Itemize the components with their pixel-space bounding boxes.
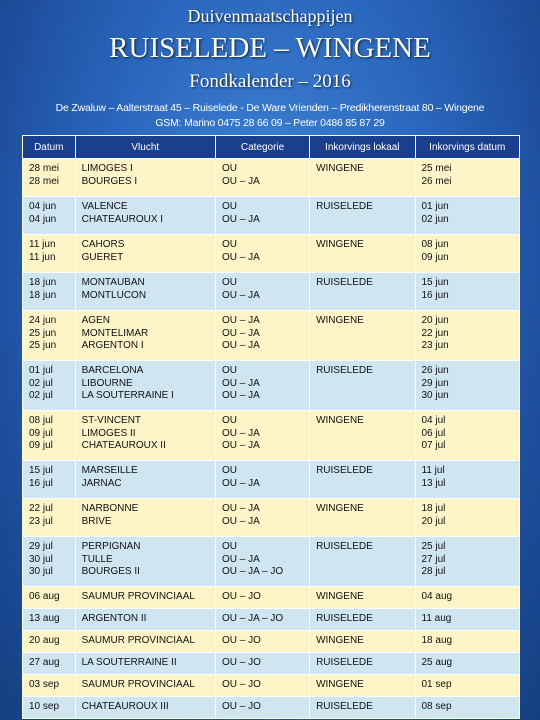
cell-vlucht-line: LIMOGES I <box>81 163 133 174</box>
cell-datum <box>23 609 76 631</box>
cell-inkorvings-datum-line: 11 aug <box>421 613 452 625</box>
cell-categorie <box>215 361 309 411</box>
cell-vlucht-line: CHATEAUROUX III <box>81 701 169 713</box>
cell-vlucht-line: SAUMUR PROVINCIAAL <box>81 679 195 691</box>
cell-inkorvings-datum-line: 07 jul <box>421 440 446 451</box>
cell-inkorvings-lokaal: WINGENE <box>310 675 415 697</box>
cell-vlucht-line: LA SOUTERRAINE II <box>81 657 177 669</box>
cell-inkorvings-datum-line: 06 jul <box>421 427 446 439</box>
cell-inkorvings-datum-line: 23 jun <box>421 340 449 351</box>
cell-categorie-line: OU – JA <box>221 327 260 339</box>
cell-inkorvings-datum <box>415 361 520 411</box>
column-header-categorie: Categorie <box>215 136 309 159</box>
table-row <box>23 197 520 235</box>
cell-datum-line: 11 jun <box>29 251 56 263</box>
cell-vlucht-line: MONTAUBAN <box>81 277 145 288</box>
cell-categorie <box>215 697 309 719</box>
page-title: RUISELEDE – WINGENE <box>109 32 431 64</box>
cell-vlucht-line: BOURGES I <box>81 175 138 187</box>
cell-datum-line: 22 jul <box>29 503 53 514</box>
cell-inkorvings-datum <box>415 197 520 235</box>
cell-categorie-line: OU – JO <box>221 591 261 603</box>
cell-inkorvings-datum-line: 02 jun <box>421 213 449 225</box>
cell-vlucht <box>75 159 215 197</box>
table-row <box>23 675 520 697</box>
cell-categorie-line: OU – JO <box>221 679 261 691</box>
cell-categorie-line: OU – JA <box>221 440 260 451</box>
cell-inkorvings-datum-line: 15 jun <box>421 277 449 288</box>
cell-vlucht <box>75 631 215 653</box>
cell-categorie-line: OU <box>221 201 237 212</box>
cell-datum <box>23 197 76 235</box>
cell-inkorvings-lokaal: RUISELEDE <box>310 609 415 631</box>
cell-inkorvings-lokaal: RUISELEDE <box>310 697 415 719</box>
cell-inkorvings-datum <box>415 311 520 361</box>
cell-vlucht-line: AGEN <box>81 315 110 326</box>
cell-vlucht-line: MONTLUCON <box>81 289 147 301</box>
gsm-line: GSM: Marino 0475 28 66 09 – Peter 0486 85 87 29 <box>155 117 385 129</box>
cell-inkorvings-datum <box>415 537 520 587</box>
cell-categorie-line: OU <box>221 239 237 250</box>
cell-inkorvings-lokaal: WINGENE <box>310 587 415 609</box>
cell-datum <box>23 235 76 273</box>
cell-vlucht-line: JARNAC <box>81 477 122 489</box>
table-row <box>23 537 520 587</box>
cell-inkorvings-datum-line: 25 mei <box>421 163 452 174</box>
cell-vlucht-line: NARBONNE <box>81 503 139 514</box>
cell-vlucht-line: LA SOUTERRAINE I <box>81 390 174 401</box>
cell-datum-line: 27 aug <box>29 657 60 669</box>
cell-inkorvings-datum-line: 30 jun <box>421 390 449 401</box>
cell-inkorvings-datum-line: 04 aug <box>421 591 453 603</box>
cell-datum-line: 28 mei <box>29 175 60 187</box>
cell-inkorvings-datum <box>415 697 520 719</box>
cell-datum-line: 13 aug <box>29 613 60 625</box>
cell-inkorvings-datum-line: 28 jul <box>421 566 446 577</box>
cell-datum-line: 20 aug <box>29 635 60 647</box>
cell-inkorvings-datum-line: 25 aug <box>421 657 453 669</box>
table-row <box>23 499 520 537</box>
page-subtitle: Fondkalender – 2016 <box>189 71 351 92</box>
cell-datum-line: 02 jul <box>29 390 53 401</box>
flight-calendar-table <box>22 135 520 719</box>
cell-categorie <box>215 653 309 675</box>
cell-vlucht <box>75 273 215 311</box>
cell-vlucht-line: ARGENTON I <box>81 340 144 351</box>
cell-categorie-line: OU – JA <box>221 390 260 401</box>
cell-inkorvings-datum <box>415 609 520 631</box>
cell-inkorvings-datum-line: 18 jul <box>421 503 446 514</box>
cell-datum-line: 11 jun <box>29 239 56 250</box>
cell-vlucht-line: VALENCE <box>81 201 128 212</box>
cell-inkorvings-datum-line: 09 jun <box>421 251 449 263</box>
cell-vlucht-line: ARGENTON II <box>81 613 147 625</box>
cell-categorie-line: OU <box>221 415 237 426</box>
cell-datum-line: 29 jul <box>29 541 53 552</box>
table-row <box>23 609 520 631</box>
cell-datum-line: 04 jun <box>29 213 57 225</box>
cell-categorie-line: OU – JO <box>221 635 261 647</box>
cell-categorie-line: OU – JO <box>221 701 261 713</box>
header-row <box>23 136 520 159</box>
cell-categorie-line: OU <box>221 277 237 288</box>
cell-vlucht <box>75 361 215 411</box>
cell-categorie-line: OU – JA – JO <box>221 613 284 625</box>
cell-datum-line: 25 jun <box>29 340 57 351</box>
cell-vlucht-line: MONTELIMAR <box>81 327 149 339</box>
cell-categorie <box>215 273 309 311</box>
cell-categorie-line: OU – JA <box>221 340 260 351</box>
cell-vlucht <box>75 675 215 697</box>
cell-categorie-line: OU – JA <box>221 477 260 489</box>
cell-inkorvings-datum-line: 29 jun <box>421 377 449 389</box>
cell-categorie <box>215 311 309 361</box>
cell-vlucht-line: BARCELONA <box>81 365 144 376</box>
column-header-datum: Datum <box>23 136 76 159</box>
cell-categorie <box>215 499 309 537</box>
cell-vlucht <box>75 197 215 235</box>
cell-inkorvings-datum-line: 01 jun <box>421 201 449 212</box>
cell-vlucht-line: LIBOURNE <box>81 377 133 389</box>
cell-categorie <box>215 411 309 461</box>
cell-vlucht-line: CHATEAUROUX I <box>81 213 164 225</box>
cell-categorie-line: OU <box>221 365 237 376</box>
cell-vlucht <box>75 499 215 537</box>
cell-categorie-line: OU – JA <box>221 213 260 225</box>
cell-vlucht-line: LIMOGES II <box>81 427 136 439</box>
cell-inkorvings-datum-line: 11 jul <box>421 465 445 476</box>
cell-inkorvings-datum-line: 27 jul <box>421 553 446 565</box>
cell-categorie-line: OU <box>221 541 237 552</box>
cell-inkorvings-datum <box>415 235 520 273</box>
cell-datum-line: 04 jun <box>29 201 57 212</box>
cell-inkorvings-datum <box>415 499 520 537</box>
cell-inkorvings-lokaal: WINGENE <box>310 159 415 197</box>
cell-vlucht-line: GUERET <box>81 251 124 263</box>
cell-inkorvings-lokaal: WINGENE <box>310 411 415 461</box>
cell-datum-line: 15 jul <box>29 465 53 476</box>
cell-inkorvings-datum <box>415 631 520 653</box>
cell-inkorvings-lokaal: WINGENE <box>310 235 415 273</box>
table-row <box>23 411 520 461</box>
cell-datum <box>23 499 76 537</box>
cell-inkorvings-datum-line: 08 jun <box>421 239 449 250</box>
cell-inkorvings-lokaal: RUISELEDE <box>310 461 415 499</box>
cell-categorie <box>215 159 309 197</box>
cell-datum-line: 30 jul <box>29 566 53 577</box>
cell-inkorvings-lokaal: RUISELEDE <box>310 537 415 587</box>
cell-vlucht-line: SAUMUR PROVINCIAAL <box>81 635 195 647</box>
cell-categorie <box>215 197 309 235</box>
cell-vlucht <box>75 653 215 675</box>
cell-inkorvings-datum-line: 20 jul <box>421 515 446 527</box>
cell-vlucht <box>75 587 215 609</box>
column-header-inkorvings-lokaal: Inkorvings lokaal <box>310 136 415 159</box>
cell-categorie <box>215 587 309 609</box>
table-row <box>23 631 520 653</box>
cell-categorie-line: OU – JA <box>221 175 260 187</box>
cell-datum <box>23 653 76 675</box>
cell-inkorvings-datum-line: 26 mei <box>421 175 452 187</box>
cell-categorie <box>215 631 309 653</box>
cell-datum <box>23 273 76 311</box>
cell-vlucht-line: CAHORS <box>81 239 125 250</box>
cell-categorie <box>215 235 309 273</box>
cell-datum <box>23 461 76 499</box>
cell-inkorvings-datum <box>415 159 520 197</box>
cell-inkorvings-datum-line: 04 jul <box>421 415 446 426</box>
column-header-inkorvings-datum: Inkorvings datum <box>415 136 520 159</box>
table-row <box>23 273 520 311</box>
cell-vlucht <box>75 697 215 719</box>
cell-categorie-line: OU – JA <box>221 377 260 389</box>
cell-vlucht-line: ST-VINCENT <box>81 415 142 426</box>
cell-datum <box>23 675 76 697</box>
cell-datum-line: 03 sep <box>29 679 60 691</box>
table-row <box>23 587 520 609</box>
cell-vlucht <box>75 609 215 631</box>
cell-vlucht <box>75 235 215 273</box>
table-body <box>23 159 520 719</box>
cell-inkorvings-datum-line: 01 sep <box>421 679 452 691</box>
cell-inkorvings-datum-line: 20 jun <box>421 315 449 326</box>
cell-categorie-line: OU – JA <box>221 515 260 527</box>
cell-vlucht-line: BRIVE <box>81 515 112 527</box>
cell-vlucht-line: CHATEAUROUX II <box>81 440 166 451</box>
cell-vlucht-line: SAUMUR PROVINCIAAL <box>81 591 195 603</box>
cell-categorie <box>215 537 309 587</box>
table-row <box>23 311 520 361</box>
table-row <box>23 653 520 675</box>
table-header <box>23 136 520 159</box>
cell-inkorvings-datum <box>415 675 520 697</box>
cell-datum-line: 09 jul <box>29 427 53 439</box>
cell-datum <box>23 537 76 587</box>
cell-categorie <box>215 675 309 697</box>
cell-inkorvings-datum <box>415 587 520 609</box>
cell-datum <box>23 159 76 197</box>
cell-datum <box>23 697 76 719</box>
cell-categorie-line: OU – JA <box>221 251 260 263</box>
cell-inkorvings-datum-line: 16 jun <box>421 289 449 301</box>
cell-datum-line: 23 jul <box>29 515 53 527</box>
cell-categorie-line: OU – JO <box>221 657 261 669</box>
cell-categorie <box>215 609 309 631</box>
cell-datum-line: 25 jun <box>29 327 57 339</box>
cell-categorie-line: OU <box>221 163 237 174</box>
cell-inkorvings-datum <box>415 653 520 675</box>
cell-vlucht <box>75 411 215 461</box>
table-row <box>23 159 520 197</box>
table-row <box>23 461 520 499</box>
cell-inkorvings-datum <box>415 461 520 499</box>
club-heading: Duivenmaatschappijen <box>187 6 353 26</box>
cell-inkorvings-lokaal: WINGENE <box>310 499 415 537</box>
cell-datum-line: 08 jul <box>29 415 53 426</box>
cell-categorie-line: OU – JA <box>221 315 260 326</box>
cell-datum-line: 18 jun <box>29 289 57 301</box>
address-line: De Zwaluw – Aalterstraat 45 – Ruiselede - De Ware Vrienden – Predikherenstraat 80 – Wingene <box>55 102 485 114</box>
cell-datum-line: 06 aug <box>29 591 60 603</box>
cell-inkorvings-lokaal: WINGENE <box>310 311 415 361</box>
cell-inkorvings-datum-line: 18 aug <box>421 635 453 647</box>
table-row <box>23 235 520 273</box>
cell-categorie-line: OU <box>221 465 237 476</box>
column-header-vlucht: Vlucht <box>75 136 215 159</box>
cell-vlucht-line: TULLE <box>81 553 113 565</box>
cell-vlucht <box>75 311 215 361</box>
cell-vlucht-line: MARSEILLE <box>81 465 138 476</box>
cell-inkorvings-lokaal: WINGENE <box>310 631 415 653</box>
cell-datum <box>23 631 76 653</box>
cell-datum-line: 01 jul <box>29 365 53 376</box>
cell-inkorvings-lokaal: RUISELEDE <box>310 653 415 675</box>
cell-categorie-line: OU – JA – JO <box>221 566 284 577</box>
cell-inkorvings-datum-line: 08 sep <box>421 701 452 713</box>
cell-datum-line: 09 jul <box>29 440 53 451</box>
cell-inkorvings-lokaal: RUISELEDE <box>310 273 415 311</box>
cell-categorie-line: OU – JA <box>221 427 260 439</box>
cell-inkorvings-datum <box>415 273 520 311</box>
cell-datum <box>23 361 76 411</box>
table-row <box>23 361 520 411</box>
cell-categorie-line: OU – JA <box>221 289 260 301</box>
cell-inkorvings-lokaal: RUISELEDE <box>310 361 415 411</box>
cell-inkorvings-datum-line: 13 jul <box>421 477 446 489</box>
cell-inkorvings-datum-line: 25 jul <box>421 541 446 552</box>
cell-categorie-line: OU – JA <box>221 503 260 514</box>
cell-categorie-line: OU – JA <box>221 553 260 565</box>
cell-datum <box>23 587 76 609</box>
cell-datum <box>23 311 76 361</box>
cell-vlucht-line: PERPIGNAN <box>81 541 141 552</box>
cell-vlucht <box>75 461 215 499</box>
cell-datum-line: 16 jul <box>29 477 53 489</box>
cell-inkorvings-datum-line: 26 jun <box>421 365 449 376</box>
cell-datum-line: 02 jul <box>29 377 53 389</box>
table-row <box>23 697 520 719</box>
cell-datum-line: 28 mei <box>29 163 60 174</box>
cell-datum-line: 18 jun <box>29 277 57 288</box>
cell-vlucht-line: BOURGES II <box>81 566 140 577</box>
cell-inkorvings-datum-line: 22 jun <box>421 327 449 339</box>
cell-inkorvings-datum <box>415 411 520 461</box>
cell-datum-line: 30 jul <box>29 553 53 565</box>
cell-inkorvings-lokaal: RUISELEDE <box>310 197 415 235</box>
cell-datum-line: 10 sep <box>29 701 60 713</box>
cell-vlucht <box>75 537 215 587</box>
cell-categorie <box>215 461 309 499</box>
cell-datum-line: 24 jun <box>29 315 57 326</box>
cell-datum <box>23 411 76 461</box>
